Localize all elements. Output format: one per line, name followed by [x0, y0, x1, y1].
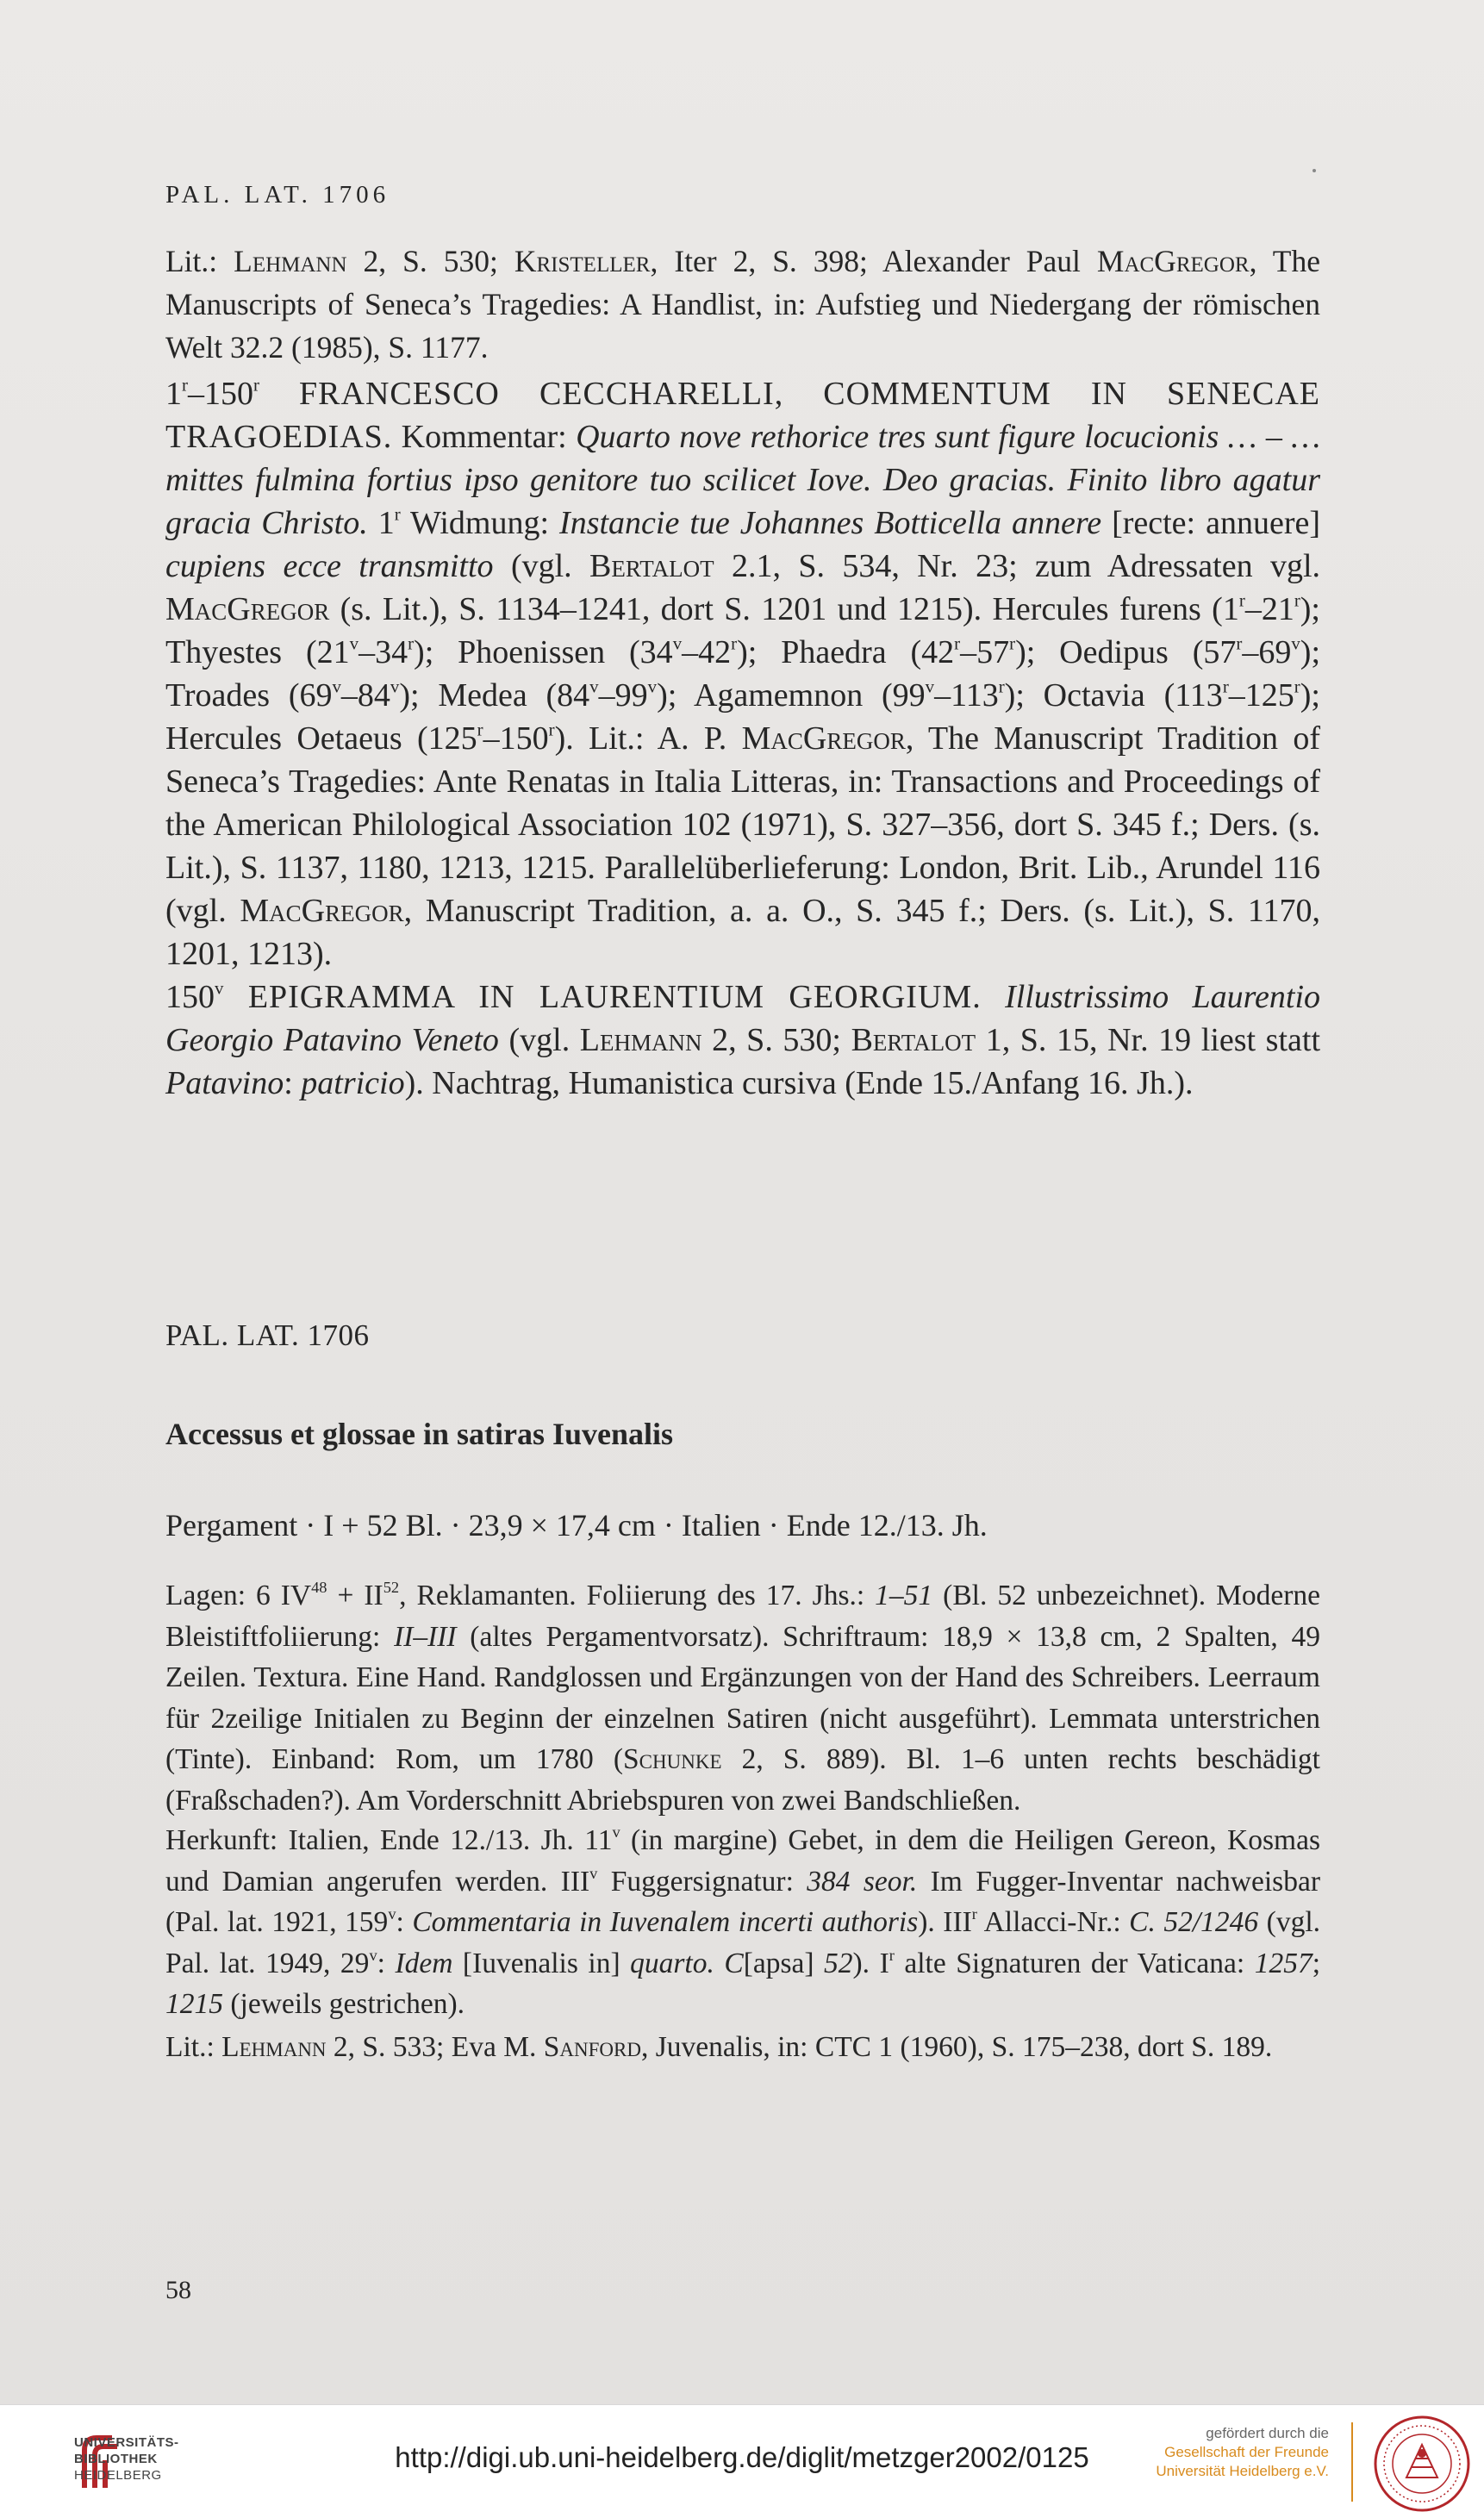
footer-bar [0, 2404, 1484, 2518]
scan-speck [1313, 169, 1316, 172]
literature-block-1: Lit.: Lehmann 2, S. 530; Kristeller, Iter 2, S. 398; Alexander Paul MacGregor, The Manuscripts of Seneca’s Tragedies: A Handlist, in: Aufstieg und Niedergang der römischen Welt 32.2 (1985), S. 1177. [165, 244, 1320, 365]
entry-commentum: 1$^r$–150$^r$ FRANCESCO CECCHARELLI, COMMENTUM IN SENECAE TRAGOEDIAS. Kommentar: Quarto nove rethorice tres sunt figure locucionis … – … mittes fulmina fortius ipso genitore tuo scilicet Iove. Deo gracias. Finito libro agatur gracia Christo. 1$^r$ Widmung: Instancie tue Johannes Botticella annere [recte: annuere] cupiens ecce transmitto (vgl. Bertalot 2.1, S. 534, Nr. 23; zum Adressaten vgl. MacGregor (s. Lit.), S. 1134–1241, dort S. 1201 und 1215). Hercules furens (1$^r$–21$^r$); Thyestes (21$^v$–34$^r$); Phoenissen (34$^v$–42$^r$); Phaedra (42$^r$–57$^r$); Oedipus (57$^r$–69$^v$); Troades (69$^v$–84$^v$); Medea (84$^v$–99$^v$); Agamemnon (99$^v$–113$^r$); Octavia (113$^r$–125$^r$); Hercules Oetaeus (125$^r$–150$^r$). Lit.: A. P. MacGregor, The Manuscript Tradition of Seneca’s Tragedies: Ante Renatas in Italia Litteras, in: Transactions and Proceedings of the American Philological Association 102 (1971), S. 327–356, dort S. 345 f.; Ders. (s. Lit.), S. 1137, 1180, 1213, 1215. Parallelüberlieferung: London, Brit. Lib., Arundel 116 (vgl. MacGregor, Manuscript Tradition, a. a. O., S. 345 f.; Ders. (s. Lit.), S. 1170, 1201, 1213). [165, 374, 1321, 972]
library-name: UNIVERSITÄTS- BIBLIOTHEK HEIDELBERG [74, 2435, 179, 2483]
footer-divider [1351, 2422, 1353, 2502]
literature-block-2: Lit.: Lehmann 2, S. 533; Eva M. Sanford, Juvenalis, in: CTC 1 (1960), S. 175–238, dort S. 189. [165, 2031, 1273, 2063]
shelfmark: PAL. LAT. 1706 [165, 1318, 370, 1352]
incipit: Quarto nove rethorice tres sunt figure locucionis … – … mittes fulmina fortius ipso genitore tuo scilicet Iove. Deo gracias. Finito libro agatur gracia Christo. [165, 419, 1321, 541]
entry-epigramma: 150$^v$ EPIGRAMMA IN LAURENTIUM GEORGIUM. Illustrissimo Laurentio Georgio Patavino Veneto (vgl. Lehmann 2, S. 530; Bertalot 1, S. 15, Nr. 19 liest statt Patavino: patricio). Nachtrag, Humanistica cursiva (Ende 15./Anfang 16. Jh.). [165, 977, 1320, 1101]
page-number: 58 [165, 2276, 191, 2304]
running-head: PAL. LAT. 1706 [165, 181, 390, 209]
lagen-paragraph: Lagen: 6 $IV^{48} + II^{52}$, Reklamanten. Foliierung des 17. Jhs.: 1–51 (Bl. 52 unbezeichnet). Moderne Bleistiftfoliierung: II–III (altes Pergamentvorsatz). Schriftraum: 18,9 × 13,8 cm, 2 Spalten, 49 Zeilen. Textura. Eine Hand. Randglossen und Ergänzungen von der Hand des Schreibers. Leerraum für 2zeilige Initialen zu Beginn der einzelnen Satiren (nicht ausgeführt). Lemmata unterstrichen (Tinte). Einband: Rom, um 1780 (Schunke 2, S. 889). Bl. 1–6 unten rechts beschädigt (Fraßschaden?). Am Vorderschnitt Abriebspuren von zwei Bandschließen. [165, 1579, 1320, 1817]
university-seal-icon [1372, 2414, 1472, 2514]
physical-description: Pergament · I + 52 Bl. · 23,9 × 17,4 cm · Italien · Ende 12./13. Jh. [165, 1508, 988, 1543]
permalink-url[interactable]: http://digi.ub.uni-heidelberg.de/diglit/metzger2002/0125 [395, 2441, 1089, 2473]
manuscript-heading: Accessus et glossae in satiras Iuvenalis [165, 1417, 674, 1451]
sponsor-credit: gefördert durch die Gesellschaft der Freunde Universität Heidelberg e.V. [1156, 2425, 1329, 2479]
herkunft-paragraph: Herkunft: Italien, Ende 12./13. Jh. 11$^v$ (in margine) Gebet, in dem die Heiligen Gereon, Kosmas und Damian angerufen werden. III$^v$ Fuggersignatur: 384 seor. Im Fugger-Inventar nachweisbar (Pal. lat. 1921, 159$^v$: Commentaria in Iuvenalem incerti authoris). III$^r$ Allacci-Nr.: C. 52/1246 (vgl. Pal. lat. 1949, 29$^v$: Idem [Iuvenalis in] quarto. C[apsa] 52). $I^r$ alte Signaturen der Vaticana: 1257; 1215 (jeweils gestrichen). [165, 1823, 1321, 2020]
entry-title: FRANCESCO CECCHARELLI, COMMENTUM IN SENECAE TRAGOEDIAS. [165, 376, 1320, 455]
